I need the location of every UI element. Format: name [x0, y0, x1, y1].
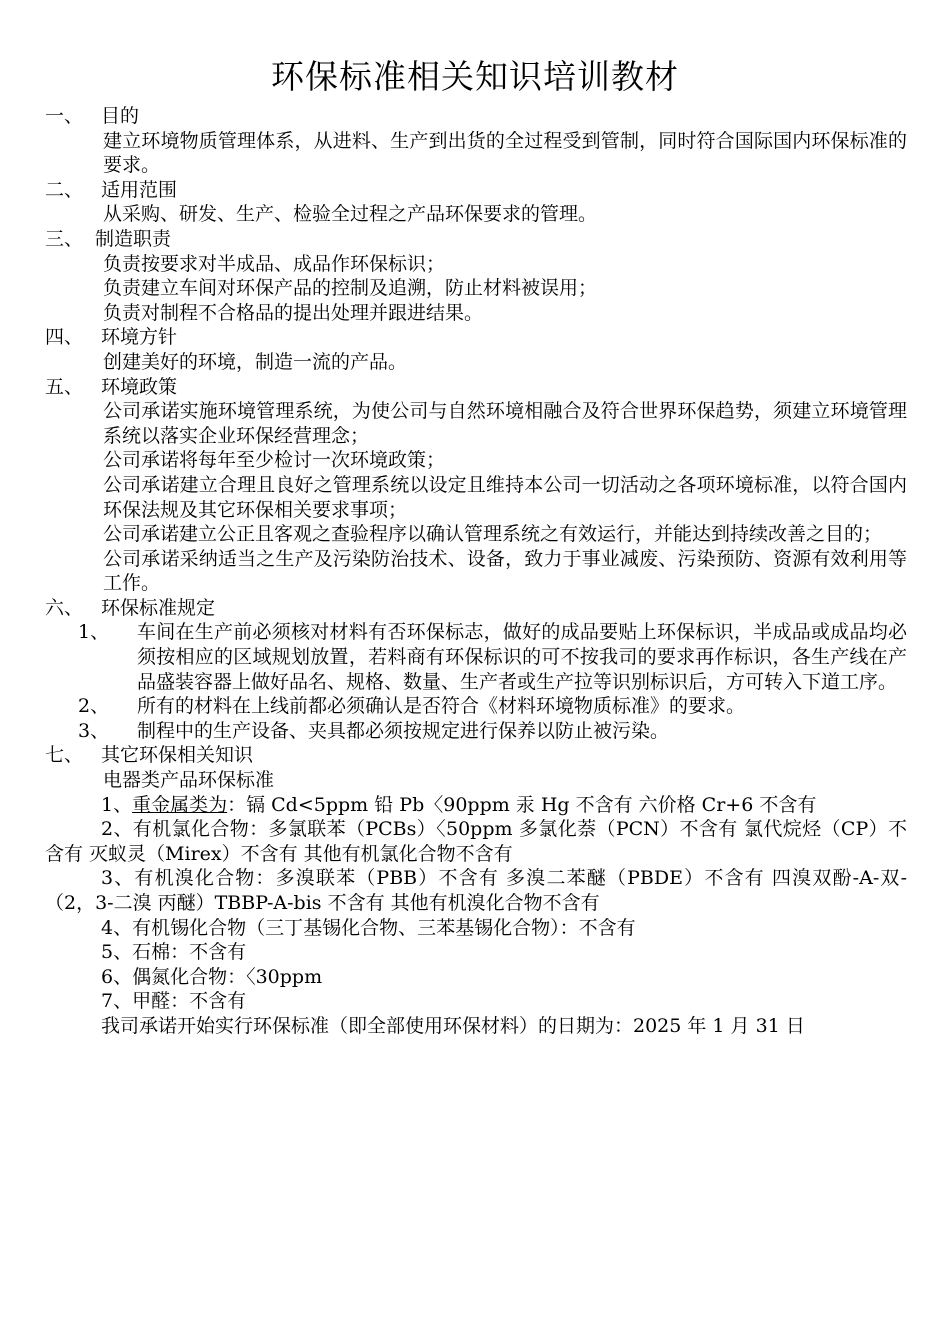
- section-number: 四、: [45, 326, 84, 349]
- standard-item-number: 1、: [101, 793, 133, 816]
- standard-item: [45, 989, 907, 1014]
- section-heading-purpose: [45, 104, 907, 129]
- paragraph: 创建美好的环境，制造一流的产品。: [103, 350, 408, 373]
- section-title: 制造职责: [95, 227, 172, 250]
- standard-item-text: 有机溴化合物：多溴联苯（PBB）不含有 多溴二苯醚（PBDE）不含有 四溴双酚-A-双-（2，3-二溴 丙醚）TBBP-A-bis 不含有 其他有机溴化合物不含有: [45, 867, 907, 914]
- commitment-date-statement: 我司承诺开始实行环保标准（即全部使用环保材料）的日期为：2025 年 1 月 31 日: [101, 1014, 805, 1037]
- standard-item: [45, 940, 907, 965]
- underlined-term: 重金属类为: [132, 793, 228, 816]
- list-item-number: 2、: [78, 695, 110, 718]
- section-heading-other-knowledge: [45, 743, 907, 768]
- paragraph: 公司承诺建立公正且客观之查验程序以确认管理系统之有效运行，并能达到持续改善之目的；: [103, 523, 883, 546]
- list-item-text: 制程中的生产设备、夹具都必须按规定进行保养以防止被污染。: [137, 719, 670, 742]
- standard-item-text: 甲醛：不含有: [132, 990, 247, 1013]
- standard-item-number: 5、: [101, 941, 133, 964]
- list-item-text: 车间在生产前必须核对材料有否环保标志，做好的成品要贴上环保标识，半成品或成品均必须按相应的区域规划放置，若料商有环保标识的可不按我司的要求再作标识，各生产线在产品盛装容器上做好品名、规格、数量、生产者或生产拉等识别标识后，方可转入下道工序。: [137, 621, 907, 693]
- standard-item-number: 6、: [101, 965, 133, 988]
- section-heading-responsibilities: [45, 227, 907, 252]
- paragraph: 公司承诺建立合理且良好之管理系统以设定且维持本公司一切活动之各项环境标准，以符合国内环保法规及其它环保相关要求事项；: [103, 473, 907, 521]
- paragraph: 从采购、研发、生产、检验全过程之产品环保要求的管理。: [103, 203, 598, 226]
- list-item: [45, 694, 907, 719]
- section-number: 七、: [45, 744, 84, 767]
- paragraph: 公司承诺采纳适当之生产及污染防治技术、设备，致力于事业减废、污染预防、资源有效利用等工作。: [103, 547, 907, 595]
- paragraph: 负责建立车间对环保产品的控制及追溯，防止材料被误用；: [103, 277, 598, 300]
- standard-item-number: 4、: [101, 916, 133, 939]
- document-body: [45, 104, 907, 1039]
- section-number: 二、: [45, 178, 84, 201]
- paragraph: 建立环境物质管理体系，从进料、生产到出货的全过程受到管制，同时符合国际国内环保标准的要求。: [103, 129, 907, 177]
- section-number: 五、: [45, 375, 84, 398]
- standard-item: [45, 866, 907, 915]
- standard-item-text: 有机氯化合物：多氯联苯（PCBs）〈50ppm 多氯化萘（PCN）不含有 氯代烷烃（CP）不含有 灭蚁灵（Mirex）不含有 其他有机氯化合物不含有: [45, 818, 907, 865]
- standard-item-text: 偶氮化合物：〈30ppm: [132, 965, 323, 988]
- paragraph: 负责对制程不合格品的提出处理并跟进结果。: [103, 301, 484, 324]
- document-title: 环保标准相关知识培训教材: [271, 57, 679, 96]
- standard-item: [45, 965, 907, 990]
- section-number: 一、: [45, 105, 84, 127]
- standard-item: [45, 916, 907, 941]
- section-title: 环保标准规定: [101, 596, 216, 619]
- section-title: 目的: [101, 105, 140, 127]
- section-title: 环境政策: [101, 375, 178, 398]
- list-item-number: 1、: [78, 621, 110, 644]
- standard-item-number: 7、: [101, 990, 133, 1013]
- standard-item-number: 3、: [101, 867, 135, 890]
- paragraph: 公司承诺实施环境管理系统，为使公司与自然环境相融合及符合世界环保趋势，须建立环境管理系统以落实企业环保经营理念；: [103, 400, 907, 447]
- standard-item-text: ：镉 Cd<5ppm 铅 Pb〈90ppm 汞 Hg 不含有 六价格 Cr+6 不含有: [227, 793, 817, 816]
- paragraph: 公司承诺将每年至少检讨一次环境政策；: [103, 449, 446, 472]
- section-number: 三、: [45, 227, 84, 250]
- list-item-text: 所有的材料在上线前都必须确认是否符合《材料环境物质标准》的要求。: [137, 695, 746, 718]
- subsection-intro: 电器类产品环保标准: [103, 769, 275, 792]
- section-title: 环境方针: [101, 326, 178, 349]
- standard-item-text: 石棉：不含有: [132, 941, 247, 964]
- section-title: 适用范围: [101, 178, 178, 201]
- standard-item: [45, 817, 907, 866]
- list-item-number: 3、: [78, 719, 110, 742]
- standard-item-text: 有机锡化合物（三丁基锡化合物、三苯基锡化合物）：不含有: [132, 916, 636, 939]
- list-item: [45, 719, 907, 744]
- section-heading-environmental-policy: [45, 375, 907, 400]
- standard-item: [45, 793, 907, 818]
- standard-item-number: 2、: [101, 818, 133, 841]
- list-item: [45, 620, 907, 694]
- paragraph: 负责按要求对半成品、成品作环保标识；: [103, 252, 446, 275]
- section-heading-policy-statement: [45, 325, 907, 350]
- section-title: 其它环保相关知识: [101, 744, 254, 767]
- section-heading-standards: [45, 596, 907, 621]
- section-number: 六、: [45, 596, 84, 619]
- section-heading-scope: [45, 178, 907, 203]
